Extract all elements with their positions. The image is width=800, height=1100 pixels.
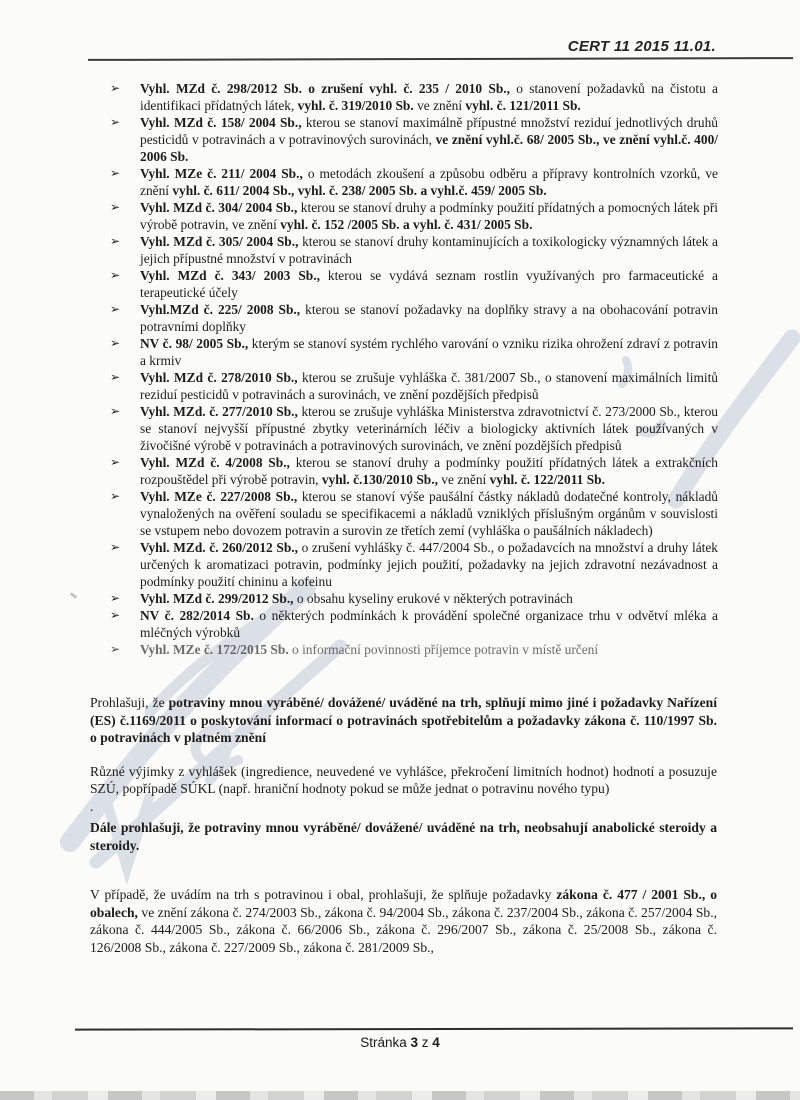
text-segment: Vyhl. MZd. č. 277/2010 Sb., (140, 404, 298, 419)
text-segment: kterou se zrušuje vyhláška č. 381/2007 Sb., o stanovení maximálních limitů reziduí pesticidů v potravinách a surovinách, ve znění pozdějších předpisů (140, 370, 719, 402)
declaration-paragraph (90, 694, 717, 747)
bullet-arrow-icon: ➢ (110, 404, 121, 418)
text-segment: vyhl. č.130/2010 Sb., (321, 472, 438, 487)
text-segment: Stránka (360, 1035, 411, 1050)
text-segment: ve znění zákona č. 274/2003 Sb., zákona č. 94/2004 Sb., zákona č. 237/2004 Sb., zákona č. 257/2004 Sb., zákona č. 444/2005 Sb., zákona č. 66/2006 Sb., zákona č. 296/2007 Sb., zákona č. 25/2008 Sb., zákona č. 126/2008 Sb., zákona č. 227/2009 Sb., zákona č. 281/2009 Sb., (90, 904, 717, 955)
text-segment: 3 (410, 1035, 418, 1050)
text-segment: kterou se stanoví maximálně přípustné množství reziduí jednotlivých druhů pesticidů v potravinách a v potravinových surovinách, (140, 115, 718, 147)
text-segment: Vyhl. MZd. č. 260/2012 Sb., (140, 540, 298, 555)
declaration-paragraph (90, 798, 717, 816)
text-segment: Vyhl. MZe č. 211/ 2004 Sb., (140, 166, 303, 181)
text-segment: Vyhl. MZd č. 343/ 2003 Sb., (140, 268, 320, 283)
text-segment: Vyhl.MZd č. 225/ 2008 Sb., (140, 302, 301, 317)
text-segment: Vyhl. MZd č. 298/2012 Sb. o zrušení vyhl. č. 235 / 2010 Sb., (140, 81, 510, 96)
text-segment: potraviny mnou vyráběné/ dovážené/ uváděné na trh, splňují mimo jiné i požadavky Nařízení (ES) č.1169/2011 o poskytování informací o potravinách spotřebitelům a požadavky zákona č. 110/1997 Sb. o potravinách v platném znění (90, 695, 717, 745)
declaration-paragraph (90, 819, 717, 854)
bullet-arrow-icon: ➢ (110, 115, 121, 129)
text-segment: vyhl. č. 121/2011 Sb. (465, 98, 581, 113)
text-segment: Vyhl. MZe č. 227/2008 Sb., (140, 489, 298, 504)
bullet-arrow-icon: ➢ (110, 455, 121, 469)
regulation-list-item (90, 369, 718, 403)
regulation-list-item (90, 539, 718, 590)
regulation-list-item (90, 165, 718, 199)
declaration-paragraphs (90, 694, 717, 956)
text-segment: o metodách zkoušení a způsobu odběru a přípravy kontrolních vzorků, ve znění (140, 166, 718, 198)
regulation-list-item (90, 488, 718, 539)
text-segment: Vyhl. MZd č. 305/ 2004 Sb., (140, 234, 299, 249)
regulation-list-item (90, 403, 718, 454)
regulation-list-item (90, 641, 718, 658)
text-segment: ve znění (413, 98, 466, 113)
bullet-arrow-icon: ➢ (110, 268, 121, 282)
text-segment: vyhl. č. 611/ 2004 Sb., vyhl. č. 238/ 2005 Sb. a vyhl.č. 459/ 2005 Sb. (172, 183, 547, 198)
text-segment: ve znění (437, 472, 490, 487)
page-number (0, 1035, 800, 1050)
text-segment: V případě, že uvádím na trh s potravinou i obal, prohlašuji, že splňuje požadavky (90, 887, 557, 902)
regulation-list-item (90, 301, 718, 335)
text-segment: Vyhl. MZd č. 299/2012 Sb., (140, 591, 294, 606)
text-segment: Různé výjimky z vyhlášek (ingredience, neuvedené ve vyhlášce, překročení limitních hodnot) hodnotí a posuzuje SZÚ, popřípadě SÚKL (např. hraniční hodnoty pokud se může jednat o potravinu nového typu) (90, 763, 717, 796)
text-segment: vyhl. č. 122/2011 Sb. (489, 472, 605, 487)
regulation-list-item (90, 607, 718, 641)
regulation-list-item (90, 454, 718, 488)
text-segment: kterou se vydává seznam rostlin využívaných pro farmaceutické a terapeutické účely (140, 268, 719, 300)
bullet-arrow-icon: ➢ (110, 234, 121, 248)
page-header (0, 0, 800, 55)
text-segment: vyhl. č. 319/2010 Sb. (297, 98, 414, 113)
text-segment: kterou se stanoví druhy kontaminujících a toxikologicky významných látek a jejich přípustné množství v potravinách (140, 234, 719, 266)
text-segment: NV č. 282/2014 Sb. (140, 608, 254, 623)
text-segment: Vyhl. MZe č. 172/2015 Sb. (140, 642, 289, 657)
bullet-arrow-icon: ➢ (110, 81, 121, 95)
bullet-arrow-icon: ➢ (110, 200, 121, 214)
text-segment: o obsahu kyseliny erukové v některých potravinách (293, 591, 573, 606)
scan-artifact-bar (0, 1091, 800, 1100)
text-segment: kterým se stanoví systém rychlého varování o vzniku rizika ohrožení zdraví z potravin a krmiv (140, 336, 718, 368)
bullet-arrow-icon: ➢ (110, 336, 121, 350)
bullet-arrow-icon: ➢ (110, 302, 121, 316)
text-segment: kterou se stanoví požadavky na doplňky stravy a na obohacování potravin potravními doplňky (140, 302, 718, 334)
regulation-list-item (90, 114, 718, 165)
regulation-list-item (90, 267, 718, 301)
text-segment: kterou se stanoví druhy a podmínky použití přídatných látek a extrakčních rozpouštědel při výrobě potravin, (140, 455, 718, 487)
footer-divider (75, 1027, 793, 1030)
text-segment: z (418, 1035, 433, 1050)
text-segment: kterou se zrušuje vyhláška Ministerstva zdravotnictví č. 273/2000 Sb., kterou se stanoví nejvyšší přípustné zbytky veterinárních léčiv a biologicky aktivních látek používaných v živočišné výrobě v potravinách a potravinových surovinách, ve znění pozdějších předpisů (140, 404, 718, 453)
regulation-list-item (90, 233, 718, 267)
text-segment: Prohlašuji, že (90, 695, 169, 710)
text-segment: kterou se stanoví druhy a podmínky použití přídatných a pomocných látek při výrobě potravin, ve znění (140, 200, 718, 232)
text-segment: NV č. 98/ 2005 Sb., (140, 336, 249, 351)
text-segment: kterou se stanoví výše paušální částky nákladů dodatečné kontroly, nákladů vynaložených na ověření souladu se specifikacemi a nákladů vzniklých příslušným orgánům v souvislosti se vstupem nebo dovozem potravin a surovin ze třetích zemí (vyhláška o paušálních nákladech) (140, 489, 718, 538)
header-divider (88, 57, 793, 61)
text-segment: Vyhl. MZd č. 4/2008 Sb., (140, 455, 290, 470)
bullet-arrow-icon: ➢ (110, 540, 121, 554)
text-segment: 4 (432, 1035, 440, 1050)
bullet-arrow-icon: ➢ (110, 166, 121, 180)
text-segment: ve znění vyhl.č. 68/ 2005 Sb., ve znění vyhl.č. 400/ 2006 Sb. (140, 132, 718, 164)
regulation-list-item (90, 80, 718, 114)
text-segment: o zrušení vyhlášky č. 447/2004 Sb., o požadavcích na množství a druhy látek určených k aromatizaci potravin, podmínky jejich použití, požadavky na jejich zdravotní nezávadnost a podmínky použití chininu a kofeinu (140, 540, 718, 589)
regulation-list-item (90, 335, 718, 369)
text-segment: o některých podmínkách k provádění společné organizace trhu v odvětví mléka a mléčných výrobků (140, 608, 718, 640)
text-segment: Vyhl. MZd č. 278/2010 Sb., (140, 370, 298, 385)
text-segment: o stanovení požadavků na čistotu a identifikaci přídatných látek, (140, 81, 718, 113)
bullet-arrow-icon: ➢ (110, 591, 121, 605)
declaration-paragraph (90, 886, 717, 956)
page-footer (0, 1028, 800, 1050)
bullet-arrow-icon: ➢ (110, 489, 121, 503)
text-segment: . (90, 798, 94, 814)
text-segment: Vyhl. MZd č. 158/ 2004 Sb., (140, 115, 302, 130)
regulation-list (90, 80, 718, 658)
regulation-list-item (90, 199, 718, 233)
regulation-list-item (90, 590, 718, 607)
text-segment: o informační povinnosti příjemce potravin v místě určení (288, 642, 599, 657)
text-segment: Dále prohlašuji, že potraviny mnou vyráběné/ dovážené/ uváděné na trh, neobsahují anabolické steroidy a steroidy. (90, 820, 717, 853)
document-reference: CERT 11 2015 11.01. (567, 38, 716, 55)
text-segment: zákona č. 477 / 2001 Sb., o obalech, (90, 887, 717, 920)
text-segment: vyhl. č. 152 /2005 Sb. a vyhl. č. 431/ 2005 Sb. (280, 217, 533, 232)
bullet-arrow-icon: ➢ (110, 608, 121, 622)
bullet-arrow-icon: ➢ (110, 642, 121, 656)
declaration-paragraph (90, 763, 717, 798)
text-segment: Vyhl. MZd č. 304/ 2004 Sb., (140, 200, 298, 215)
bullet-arrow-icon: ➢ (110, 370, 121, 384)
